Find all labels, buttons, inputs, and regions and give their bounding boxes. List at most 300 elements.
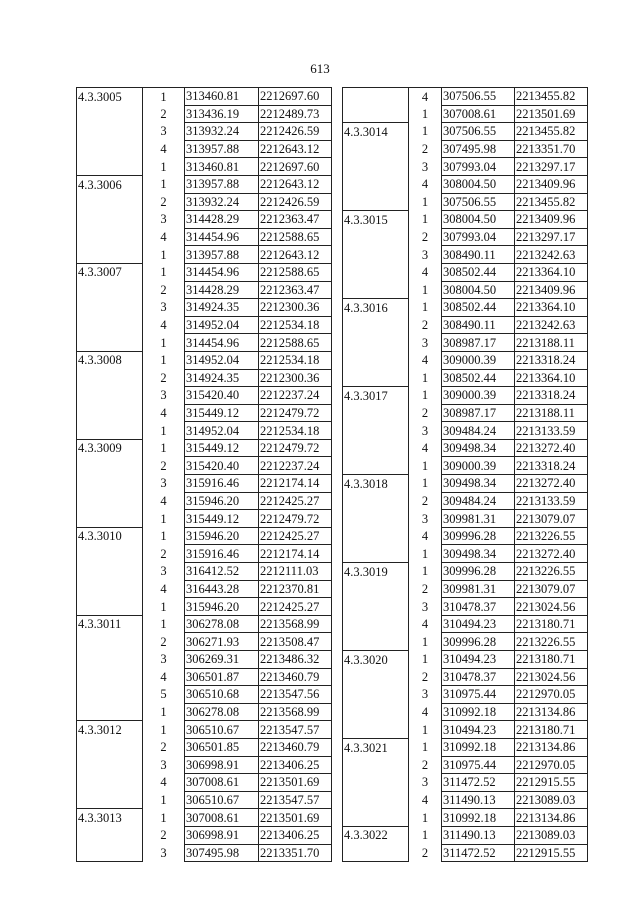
point-number: 1 (421, 722, 429, 737)
point-number: 4 (160, 669, 167, 684)
y-coordinate: 2213272.40 (515, 545, 588, 563)
plot-label (77, 774, 143, 792)
x-coordinate: 310975.44 (442, 756, 515, 774)
plot-label (77, 281, 143, 299)
y-coordinate: 2213455.82 (515, 123, 588, 141)
plot-label: 4.3.3021 (343, 738, 409, 756)
x-coordinate: 306998.91 (185, 826, 259, 844)
plot-label (77, 387, 143, 405)
x-coordinate: 310992.18 (442, 738, 515, 756)
plot-label (77, 510, 143, 528)
y-coordinate: 2213547.56 (259, 686, 332, 704)
plot-label: 4.3.3017 (343, 387, 409, 405)
table-row (77, 88, 332, 106)
y-coordinate: 2213351.70 (515, 140, 588, 158)
plot-label (77, 193, 143, 211)
y-coordinate: 2213501.69 (259, 809, 332, 827)
plot-label (77, 422, 143, 440)
y-coordinate: 2213089.03 (515, 826, 588, 844)
point-number: 1 (160, 335, 167, 350)
y-coordinate: 2212915.55 (515, 774, 588, 792)
y-coordinate: 2213547.57 (259, 721, 332, 739)
y-coordinate: 2213364.10 (515, 263, 588, 281)
point-number: 2 (421, 230, 429, 245)
point-number: 1 (143, 88, 185, 106)
plot-label (77, 598, 143, 616)
table-row (343, 334, 588, 352)
y-coordinate: 2213547.57 (259, 791, 332, 809)
point-number: 1 (421, 282, 429, 297)
x-coordinate: 311472.52 (442, 844, 515, 862)
point-number: 1 (421, 652, 429, 667)
plot-label (77, 475, 143, 493)
point-number: 2 (421, 581, 429, 596)
x-coordinate: 306278.08 (185, 703, 259, 721)
plot-label (343, 158, 409, 176)
point-number: 3 (160, 388, 167, 403)
plot-label (77, 826, 143, 844)
plot-label: 4.3.3009 (77, 439, 143, 457)
x-coordinate: 308004.50 (442, 281, 515, 299)
table-row (77, 263, 332, 281)
point-number: 1 (421, 300, 429, 315)
plot-label (77, 633, 143, 651)
point-number: 1 (421, 546, 429, 561)
x-coordinate: 315916.46 (185, 475, 259, 493)
plot-label: 4.3.3010 (77, 527, 143, 545)
table-row (77, 422, 332, 440)
plot-label (77, 123, 143, 141)
point-number: 3 (160, 300, 167, 315)
plot-label: 4.3.3007 (77, 263, 143, 281)
plot-label (77, 686, 143, 704)
y-coordinate: 2212425.27 (259, 598, 332, 616)
plot-label (343, 140, 409, 158)
point-number: 2 (421, 493, 429, 508)
y-coordinate: 2212370.81 (259, 580, 332, 598)
y-coordinate: 2212300.36 (259, 369, 332, 387)
plot-label (77, 228, 143, 246)
x-coordinate: 311490.13 (442, 791, 515, 809)
point-number: 1 (421, 106, 429, 121)
x-coordinate: 311490.13 (442, 826, 515, 844)
y-coordinate: 2213134.86 (515, 809, 588, 827)
plot-label (343, 633, 409, 651)
y-coordinate: 2212534.18 (259, 422, 332, 440)
table-row (77, 175, 332, 193)
point-number: 4 (160, 142, 167, 157)
table-row (343, 580, 588, 598)
point-number: 1 (421, 828, 429, 843)
point-number: 3 (421, 423, 429, 438)
x-coordinate: 313460.81 (185, 88, 259, 106)
y-coordinate: 2212534.18 (259, 316, 332, 334)
x-coordinate: 315449.12 (185, 404, 259, 422)
table-row (77, 791, 332, 809)
x-coordinate: 309000.39 (442, 387, 515, 405)
y-coordinate: 2212174.14 (259, 545, 332, 563)
plot-label (77, 844, 143, 862)
x-coordinate: 309981.31 (442, 510, 515, 528)
plot-label (343, 686, 409, 704)
plot-label: 4.3.3022 (343, 826, 409, 844)
plot-label: 4.3.3018 (343, 475, 409, 493)
y-coordinate: 2212479.72 (259, 510, 332, 528)
plot-label (77, 791, 143, 809)
point-number: 4 (160, 318, 167, 333)
plot-label (343, 105, 409, 123)
plot-label: 4.3.3013 (77, 809, 143, 827)
x-coordinate: 306269.31 (185, 651, 259, 669)
table-row (343, 563, 588, 581)
point-number: 4 (421, 441, 429, 456)
x-coordinate: 308004.50 (442, 175, 515, 193)
point-number: 1 (160, 722, 167, 737)
x-coordinate: 308502.44 (442, 299, 515, 317)
x-coordinate: 308502.44 (442, 263, 515, 281)
table-row (343, 404, 588, 422)
table-row (343, 545, 588, 563)
table-row (343, 721, 588, 739)
x-coordinate: 314454.96 (185, 334, 259, 352)
point-number: 1 (421, 212, 429, 227)
table-row (343, 105, 588, 123)
table-row (77, 598, 332, 616)
table-row (77, 686, 332, 704)
table-row (343, 263, 588, 281)
plot-label (343, 668, 409, 686)
plot-label (343, 246, 409, 264)
x-coordinate: 310494.23 (442, 615, 515, 633)
table-row (343, 316, 588, 334)
point-number: 1 (421, 458, 429, 473)
table-row (77, 527, 332, 545)
table-row (343, 492, 588, 510)
plot-label (77, 299, 143, 317)
plot-label (343, 228, 409, 246)
x-coordinate: 315420.40 (185, 387, 259, 405)
point-number: 4 (421, 177, 429, 192)
plot-label (77, 158, 143, 176)
table-row (77, 140, 332, 158)
plot-label (343, 492, 409, 510)
y-coordinate: 2212697.60 (259, 158, 332, 176)
table-row (343, 369, 588, 387)
point-number: 3 (160, 652, 167, 667)
plot-label (77, 369, 143, 387)
table-row (77, 404, 332, 422)
point-number: 4 (160, 775, 167, 790)
y-coordinate: 2213455.82 (515, 193, 588, 211)
x-coordinate: 315449.12 (185, 510, 259, 528)
point-number: 2 (421, 318, 429, 333)
table-row (343, 175, 588, 193)
point-number: 2 (160, 106, 167, 121)
x-coordinate: 310992.18 (442, 703, 515, 721)
table-row (77, 334, 332, 352)
plot-label (343, 510, 409, 528)
point-number: 3 (421, 599, 429, 614)
table-row (343, 387, 588, 405)
x-coordinate: 309000.39 (442, 351, 515, 369)
table-row (343, 123, 588, 141)
point-number: 1 (421, 564, 429, 579)
plot-label (77, 211, 143, 229)
y-coordinate: 2213226.55 (515, 563, 588, 581)
table-row (343, 211, 588, 229)
y-coordinate: 2212425.27 (259, 527, 332, 545)
table-row (343, 88, 588, 106)
plot-label (343, 316, 409, 334)
table-row (343, 228, 588, 246)
table-row (77, 105, 332, 123)
point-number: 3 (421, 687, 429, 702)
plot-label (343, 281, 409, 299)
point-number: 2 (160, 282, 167, 297)
table-row (77, 351, 332, 369)
plot-label (77, 140, 143, 158)
plot-label (343, 369, 409, 387)
point-number: 3 (160, 212, 167, 227)
table-row (343, 738, 588, 756)
plot-label: 4.3.3015 (343, 211, 409, 229)
x-coordinate: 311472.52 (442, 774, 515, 792)
page-number: 613 (310, 61, 330, 76)
table-row (343, 457, 588, 475)
y-coordinate: 2213318.24 (515, 387, 588, 405)
x-coordinate: 313932.24 (185, 123, 259, 141)
plot-label (343, 351, 409, 369)
table-row (77, 193, 332, 211)
plot-label (343, 703, 409, 721)
plot-label (343, 580, 409, 598)
y-coordinate: 2212363.47 (259, 281, 332, 299)
y-coordinate: 2212300.36 (259, 299, 332, 317)
point-number: 3 (160, 564, 167, 579)
point-number: 2 (160, 370, 167, 385)
y-coordinate: 2213460.79 (259, 738, 332, 756)
y-coordinate: 2213180.71 (515, 651, 588, 669)
x-coordinate: 315946.20 (185, 527, 259, 545)
plot-label: 4.3.3005 (77, 88, 143, 106)
table-row (77, 844, 332, 862)
x-coordinate: 315946.20 (185, 598, 259, 616)
x-coordinate: 306510.67 (185, 721, 259, 739)
x-coordinate: 308502.44 (442, 369, 515, 387)
coordinates-table-right (342, 87, 588, 862)
table-row (343, 439, 588, 457)
plot-label (343, 457, 409, 475)
y-coordinate: 2212426.59 (259, 123, 332, 141)
y-coordinate: 2213242.63 (515, 246, 588, 264)
point-number: 1 (160, 529, 167, 544)
point-number: 1 (160, 441, 167, 456)
plot-label: 4.3.3012 (77, 721, 143, 739)
point-number: 1 (421, 810, 429, 825)
x-coordinate: 310992.18 (442, 809, 515, 827)
coordinates-table-left (76, 87, 332, 862)
y-coordinate: 2213406.25 (259, 756, 332, 774)
x-coordinate: 308004.50 (442, 211, 515, 229)
plot-label (77, 334, 143, 352)
y-coordinate: 2212588.65 (259, 263, 332, 281)
point-number: 1 (160, 177, 167, 192)
y-coordinate: 2212970.05 (515, 756, 588, 774)
plot-label (77, 404, 143, 422)
x-coordinate: 315946.20 (185, 492, 259, 510)
point-number: 3 (160, 845, 167, 860)
point-number: 3 (421, 159, 429, 174)
point-number: 2 (160, 194, 167, 209)
point-number: 1 (160, 353, 167, 368)
plot-label (343, 756, 409, 774)
x-coordinate: 309000.39 (442, 457, 515, 475)
table-row (77, 615, 332, 633)
plot-label (343, 791, 409, 809)
plot-label (343, 88, 409, 106)
table-row (77, 738, 332, 756)
x-coordinate: 309484.24 (442, 492, 515, 510)
y-coordinate: 2213318.24 (515, 457, 588, 475)
x-coordinate: 306510.68 (185, 686, 259, 704)
plot-label (343, 422, 409, 440)
y-coordinate: 2213134.86 (515, 703, 588, 721)
y-coordinate: 2213024.56 (515, 668, 588, 686)
table-row (77, 826, 332, 844)
table-row (343, 158, 588, 176)
plot-label (343, 844, 409, 862)
plot-label: 4.3.3014 (343, 123, 409, 141)
table-row (343, 826, 588, 844)
point-number: 1 (160, 159, 167, 174)
x-coordinate: 309996.28 (442, 563, 515, 581)
plot-label (343, 809, 409, 827)
table-row (77, 668, 332, 686)
point-number: 1 (421, 124, 429, 139)
plot-label (77, 703, 143, 721)
y-coordinate: 2212643.12 (259, 175, 332, 193)
point-number: 2 (160, 634, 167, 649)
plot-label (77, 668, 143, 686)
y-coordinate: 2213272.40 (515, 475, 588, 493)
table-row (77, 439, 332, 457)
y-coordinate: 2213297.17 (515, 158, 588, 176)
table-row (343, 774, 588, 792)
y-coordinate: 2212425.27 (259, 492, 332, 510)
x-coordinate: 306998.91 (185, 756, 259, 774)
plot-label (343, 193, 409, 211)
plot-label (343, 527, 409, 545)
point-number: 1 (421, 388, 429, 403)
point-number: 1 (421, 194, 429, 209)
y-coordinate: 2213351.70 (259, 844, 332, 862)
table-row (77, 387, 332, 405)
plot-label (77, 651, 143, 669)
plot-label (343, 545, 409, 563)
x-coordinate: 314454.96 (185, 228, 259, 246)
table-row (343, 633, 588, 651)
plot-label (343, 263, 409, 281)
table-row (77, 510, 332, 528)
x-coordinate: 307008.61 (185, 774, 259, 792)
table-row (77, 703, 332, 721)
table-row (343, 844, 588, 862)
x-coordinate: 314428.29 (185, 211, 259, 229)
x-coordinate: 306510.67 (185, 791, 259, 809)
plot-label (343, 404, 409, 422)
y-coordinate: 2213501.69 (259, 774, 332, 792)
point-number: 4 (160, 405, 167, 420)
y-coordinate: 2213406.25 (259, 826, 332, 844)
y-coordinate: 2213409.96 (515, 175, 588, 193)
y-coordinate: 2213272.40 (515, 439, 588, 457)
table-row (77, 492, 332, 510)
point-number: 4 (421, 617, 429, 632)
table-row (343, 598, 588, 616)
point-number: 2 (160, 828, 167, 843)
y-coordinate: 2213297.17 (515, 228, 588, 246)
table-row (77, 281, 332, 299)
x-coordinate: 313460.81 (185, 158, 259, 176)
point-number: 4 (421, 705, 429, 720)
table-row (343, 668, 588, 686)
x-coordinate: 308987.17 (442, 404, 515, 422)
x-coordinate: 316443.28 (185, 580, 259, 598)
x-coordinate: 314952.04 (185, 316, 259, 334)
plot-label: 4.3.3019 (343, 563, 409, 581)
table-row (77, 316, 332, 334)
table-row (343, 791, 588, 809)
y-coordinate: 2213318.24 (515, 351, 588, 369)
y-coordinate: 2213508.47 (259, 633, 332, 651)
x-coordinate: 307495.98 (442, 140, 515, 158)
y-coordinate: 2213226.55 (515, 633, 588, 651)
x-coordinate: 313957.88 (185, 175, 259, 193)
point-number: 1 (160, 247, 167, 262)
y-coordinate: 2213180.71 (515, 721, 588, 739)
table-row (77, 633, 332, 651)
y-coordinate: 2213133.59 (515, 492, 588, 510)
x-coordinate: 314428.29 (185, 281, 259, 299)
y-coordinate: 2212237.24 (259, 457, 332, 475)
point-number: 2 (421, 845, 429, 860)
x-coordinate: 314924.35 (185, 369, 259, 387)
y-coordinate: 2212643.12 (259, 140, 332, 158)
point-number: 1 (160, 265, 167, 280)
plot-label (77, 545, 143, 563)
table-row (343, 527, 588, 545)
y-coordinate: 2213455.82 (515, 88, 588, 106)
point-number: 1 (421, 476, 429, 491)
x-coordinate: 307495.98 (185, 844, 259, 862)
point-number: 4 (160, 493, 167, 508)
x-coordinate: 315449.12 (185, 439, 259, 457)
point-number: 2 (421, 669, 429, 684)
plot-label (77, 580, 143, 598)
y-coordinate: 2212588.65 (259, 228, 332, 246)
x-coordinate: 307993.04 (442, 158, 515, 176)
table-row (343, 299, 588, 317)
x-coordinate: 313957.88 (185, 140, 259, 158)
plot-label: 4.3.3016 (343, 299, 409, 317)
point-number: 1 (160, 511, 167, 526)
table-row (77, 721, 332, 739)
y-coordinate: 2212479.72 (259, 439, 332, 457)
x-coordinate: 306278.08 (185, 615, 259, 633)
y-coordinate: 2212534.18 (259, 351, 332, 369)
x-coordinate: 314952.04 (185, 351, 259, 369)
x-coordinate: 309484.24 (442, 422, 515, 440)
